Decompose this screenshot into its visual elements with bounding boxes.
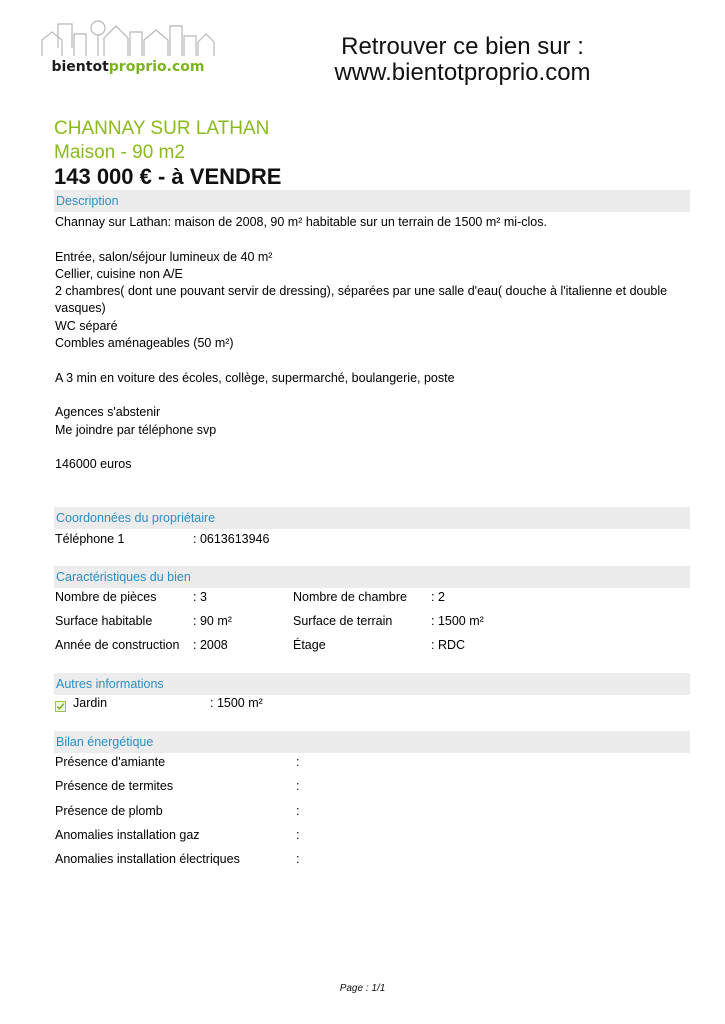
skyline-graphic [38, 18, 218, 58]
listing-type-surface: Maison - 90 m2 [54, 142, 185, 163]
paragraph-gap [55, 439, 685, 456]
section-header-features: Caractéristiques du bien [54, 566, 690, 588]
section-header-owner: Coordonnées du propriétaire [54, 507, 690, 529]
description-line: 2 chambres( dont une pouvant servir de dressing), séparées par une salle d'eau( douche à l'italienne et double vasques) [55, 284, 668, 316]
checkbox-checked-icon [55, 699, 66, 710]
feature-label: Année de construction [55, 638, 180, 652]
feature-label: Nombre de pièces [55, 590, 157, 604]
section-header-energy: Bilan énergétique [54, 731, 690, 753]
logo-part-2: proprio.com [108, 59, 205, 75]
garden-value: : 1500 m² [210, 696, 263, 710]
feature-label: Surface habitable [55, 614, 153, 628]
feature-value: : 1500 m² [431, 614, 484, 628]
energy-value: : [296, 779, 300, 793]
feature-value: : 2 [431, 590, 445, 604]
description-line: WC séparé [55, 318, 118, 333]
energy-label: Anomalies installation électriques [55, 852, 240, 866]
description-line: Agences s'abstenir [55, 405, 161, 420]
description-line: 146000 euros [55, 457, 132, 472]
listing-city: CHANNAY SUR LATHAN [54, 118, 270, 139]
site-promo [300, 34, 625, 86]
feature-value: : 3 [193, 590, 207, 604]
feature-value: : 90 m² [193, 614, 232, 628]
promo-url[interactable]: www.bientotproprio.com [334, 59, 591, 86]
description-line: Me joindre par téléphone svp [55, 422, 217, 437]
energy-value: : [296, 804, 300, 818]
energy-label: Présence de termites [55, 779, 174, 793]
description-line: Combles aménageables (50 m²) [55, 336, 234, 351]
description-line: Cellier, cuisine non A/E [55, 266, 183, 281]
phone-value[interactable]: : 0613613946 [193, 532, 270, 546]
site-logo[interactable] [38, 18, 218, 90]
energy-label: Présence d'amiante [55, 755, 166, 769]
feature-label: Étage [293, 638, 326, 652]
description-line: Entrée, salon/séjour lumineux de 40 m² [55, 249, 273, 264]
feature-label: Nombre de chambre [293, 590, 407, 604]
section-header-other: Autres informations [54, 673, 690, 695]
paragraph-gap [55, 352, 685, 369]
energy-value: : [296, 828, 300, 842]
description-line: Channay sur Lathan: maison de 2008, 90 m² habitable sur un terrain de 1500 m² mi-clos. [55, 215, 547, 229]
section-header-description: Description [54, 190, 690, 212]
energy-label: Présence de plomb [55, 804, 163, 818]
feature-label: Surface de terrain [293, 614, 393, 628]
logo-wordmark [38, 54, 218, 80]
energy-label: Anomalies installation gaz [55, 828, 200, 842]
promo-line-1: Retrouver ce bien sur : [341, 33, 584, 60]
paragraph-gap [55, 231, 685, 248]
energy-value: : [296, 852, 300, 866]
phone-label: Téléphone 1 [55, 532, 125, 546]
garden-label: Jardin [73, 696, 108, 710]
description-text [55, 214, 685, 473]
paragraph-gap [55, 387, 685, 404]
listing-price: 143 000 € - à VENDRE [54, 164, 282, 189]
description-line: A 3 min en voiture des écoles, collège, supermarché, boulangerie, poste [55, 370, 455, 385]
energy-value: : [296, 755, 300, 769]
feature-value: : 2008 [193, 638, 228, 652]
logo-part-1: bientot [51, 59, 109, 75]
feature-value: : RDC [431, 638, 466, 652]
page-number: Page : 1/1 [339, 983, 386, 994]
